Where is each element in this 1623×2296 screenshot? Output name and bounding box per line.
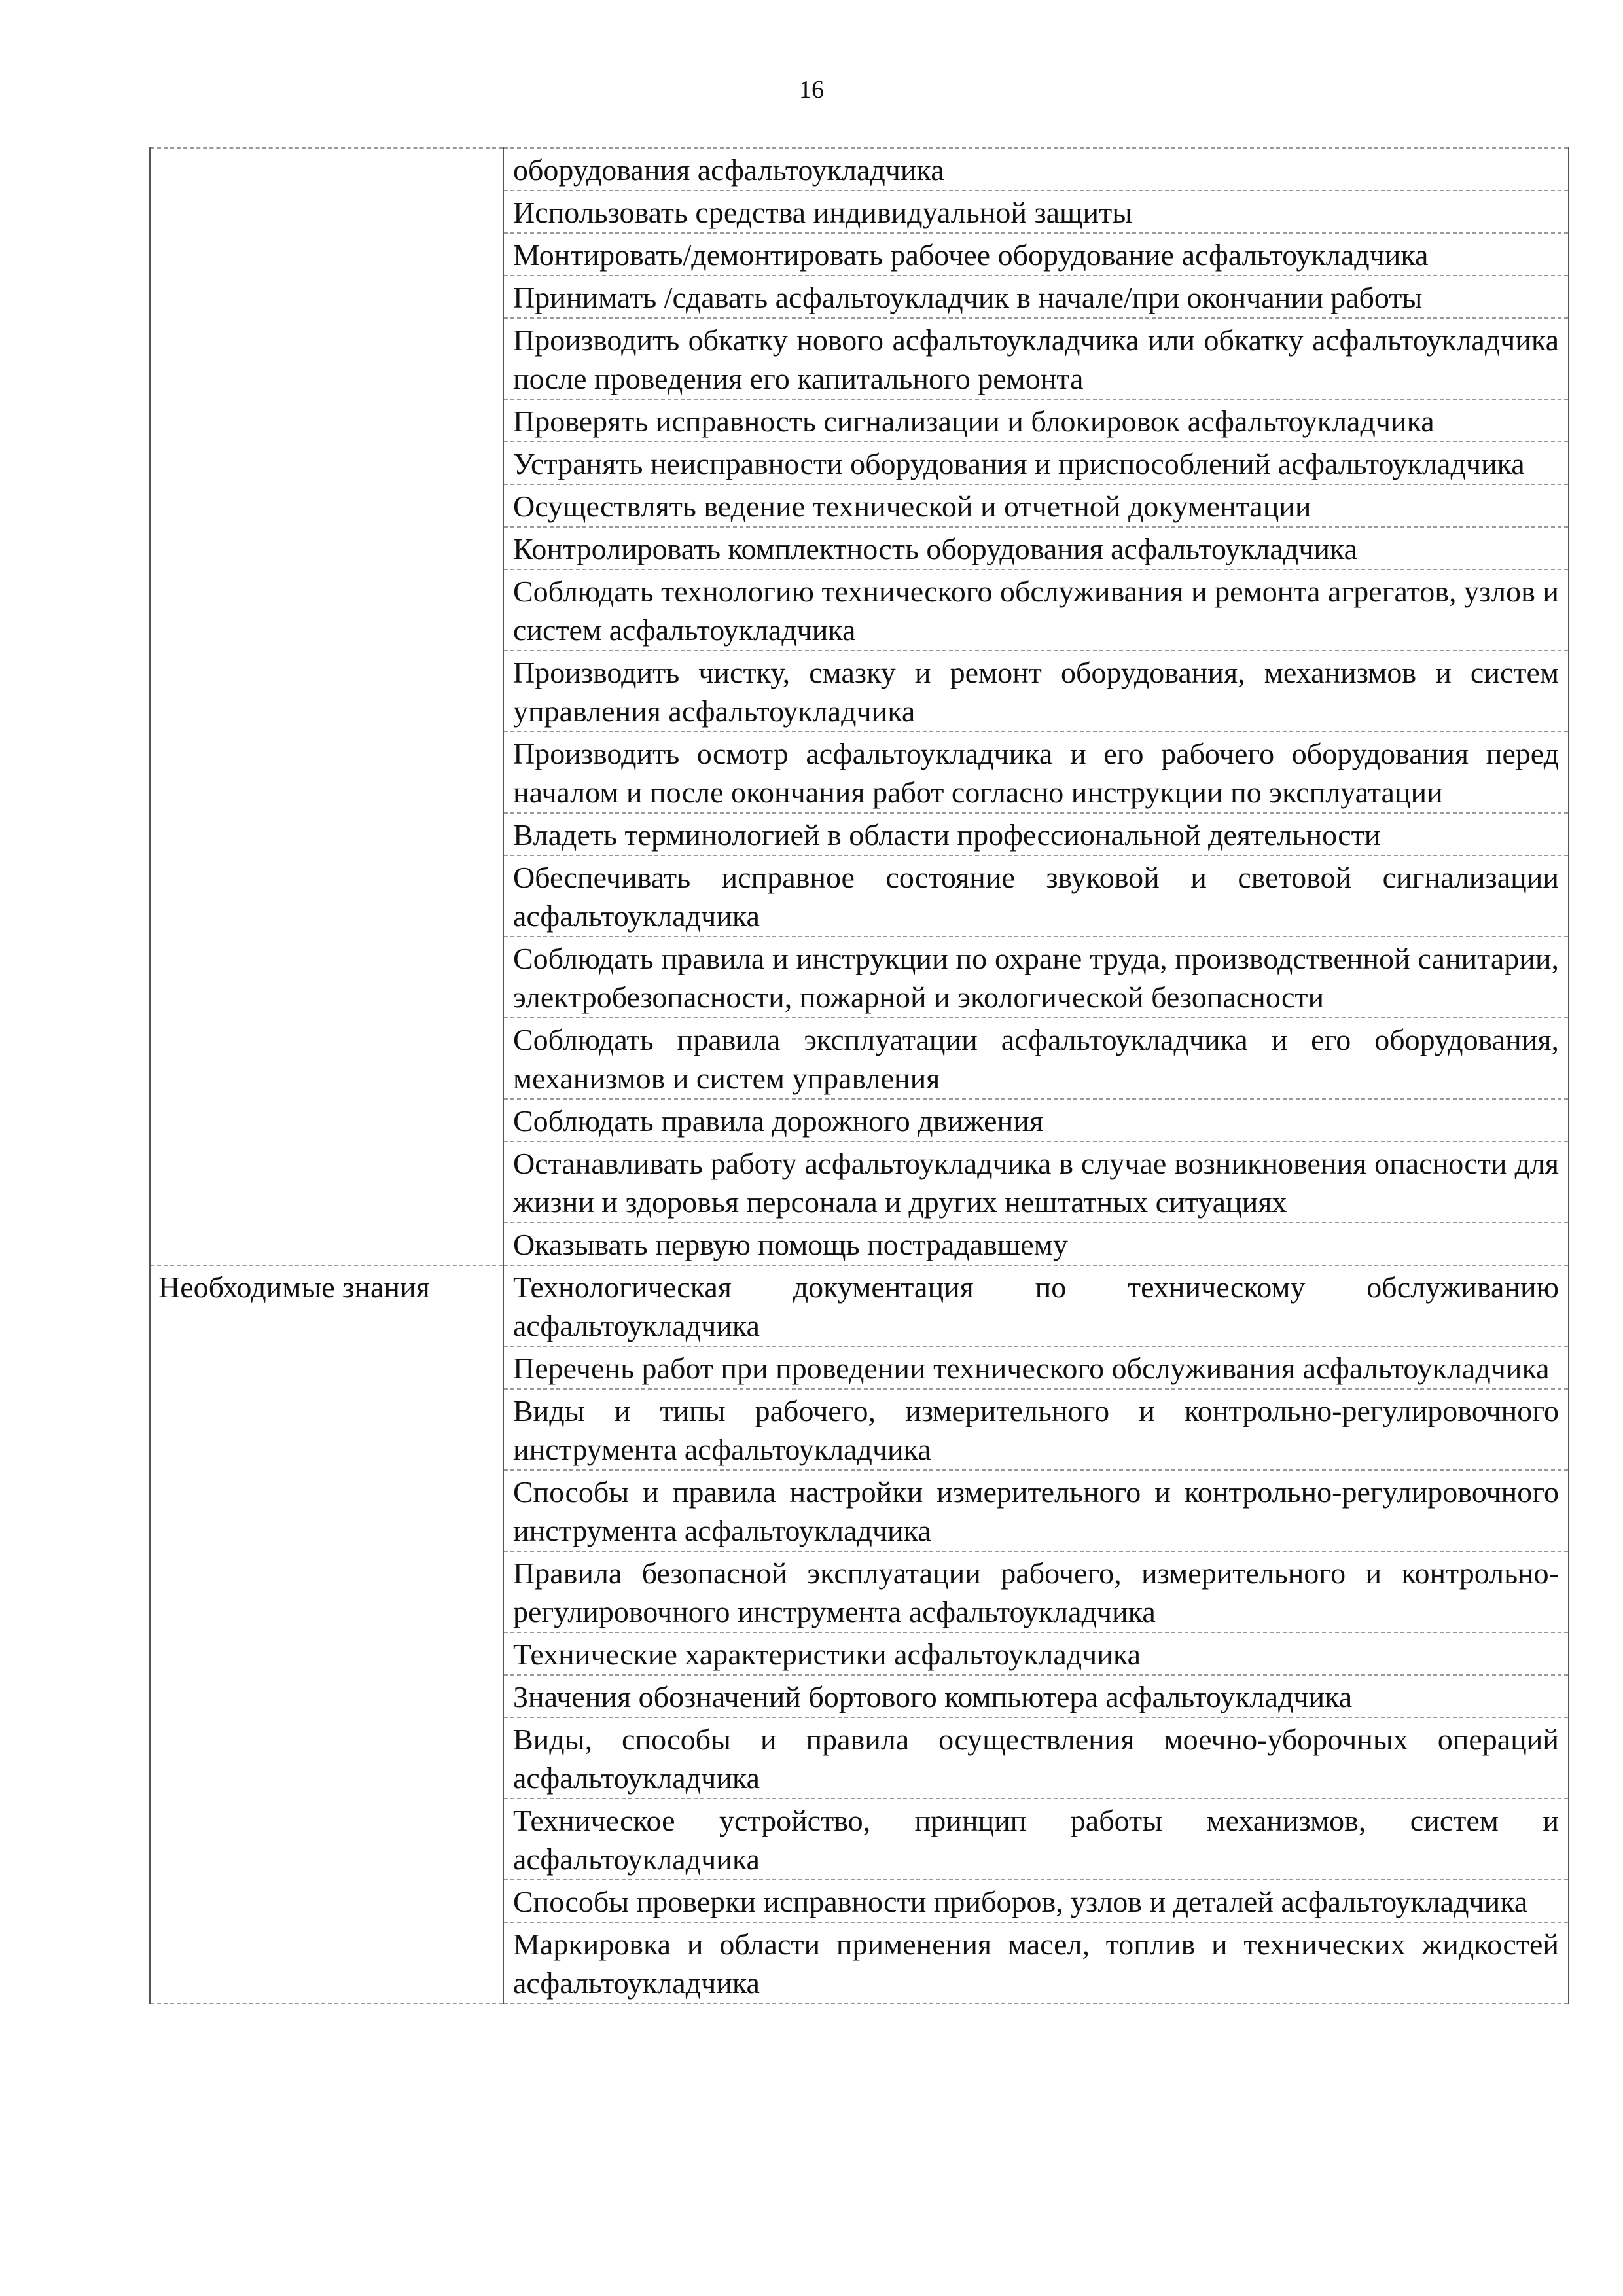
table-cell: Контролировать комплектность оборудования асфальтоукладчика [503, 527, 1569, 569]
table-cell: Значения обозначений бортового компьютера асфальтоукладчика [503, 1675, 1569, 1717]
section-label-knowledge: Необходимые знания [150, 1265, 503, 2003]
table-cell: Владеть терминологией в области профессиональной деятельности [503, 813, 1569, 855]
table-cell: Соблюдать технологию технического обслуживания и ремонта агрегатов, узлов и систем асфальтоукладчика [503, 569, 1569, 651]
table-cell: Технологическая документация по техническому обслуживанию асфальтоукладчика [503, 1265, 1569, 1346]
table-cell: Производить осмотр асфальтоукладчика и его рабочего оборудования перед началом и после окончания работ согласно инструкции по эксплуатации [503, 732, 1569, 813]
table-cell: Способы и правила настройки измерительного и контрольно-регулировочного инструмента асфальтоукладчика [503, 1470, 1569, 1551]
table-cell: Технические характеристики асфальтоукладчика [503, 1632, 1569, 1675]
table-cell: Осуществлять ведение технической и отчетной документации [503, 484, 1569, 527]
table-cell: Обеспечивать исправное состояние звуковой и световой сигнализации асфальтоукладчика [503, 855, 1569, 937]
requirements-table [149, 147, 1569, 2004]
table-cell: Оказывать первую помощь пострадавшему [503, 1223, 1569, 1265]
table-cell: Правила безопасной эксплуатации рабочего, измерительного и контрольно-регулировочного инструмента асфальтоукладчика [503, 1551, 1569, 1632]
table-cell: оборудования асфальтоукладчика [503, 148, 1569, 190]
page-number: 16 [799, 76, 824, 103]
table-cell: Останавливать работу асфальтоукладчика в случае возникновения опасности для жизни и здоровья персонала и других нештатных ситуациях [503, 1141, 1569, 1223]
table-cell: Перечень работ при проведении технического обслуживания асфальтоукладчика [503, 1346, 1569, 1389]
table-cell: Производить чистку, смазку и ремонт оборудования, механизмов и систем управления асфальтоукладчика [503, 651, 1569, 732]
table-cell: Монтировать/демонтировать рабочее оборудование асфальтоукладчика [503, 233, 1569, 276]
table-row [150, 1265, 1569, 1346]
table-cell: Использовать средства индивидуальной защиты [503, 190, 1569, 233]
table-row [150, 148, 1569, 190]
table-cell: Техническое устройство, принцип работы механизмов, систем и асфальтоукладчика [503, 1799, 1569, 1880]
table-cell: Маркировка и области применения масел, топлив и технических жидкостей асфальтоукладчика [503, 1922, 1569, 2003]
table-cell: Способы проверки исправности приборов, узлов и деталей асфальтоукладчика [503, 1880, 1569, 1922]
table-cell: Виды, способы и правила осуществления моечно-уборочных операций асфальтоукладчика [503, 1717, 1569, 1799]
table-cell: Производить обкатку нового асфальтоукладчика или обкатку асфальтоукладчика после проведения его капитального ремонта [503, 318, 1569, 399]
table-cell: Соблюдать правила и инструкции по охране труда, производственной санитарии, электробезопасности, пожарной и экологической безопасности [503, 937, 1569, 1018]
table-cell: Проверять исправность сигнализации и блокировок асфальтоукладчика [503, 399, 1569, 442]
table-cell: Принимать /сдавать асфальтоукладчик в начале/при окончании работы [503, 276, 1569, 318]
table-cell: Виды и типы рабочего, измерительного и контрольно-регулировочного инструмента асфальтоукладчика [503, 1389, 1569, 1470]
table-cell: Соблюдать правила дорожного движения [503, 1099, 1569, 1141]
table-cell: Соблюдать правила эксплуатации асфальтоукладчика и его оборудования, механизмов и систем управления [503, 1018, 1569, 1099]
table-cell: Устранять неисправности оборудования и приспособлений асфальтоукладчика [503, 442, 1569, 484]
empty-label-cell [150, 148, 503, 1265]
